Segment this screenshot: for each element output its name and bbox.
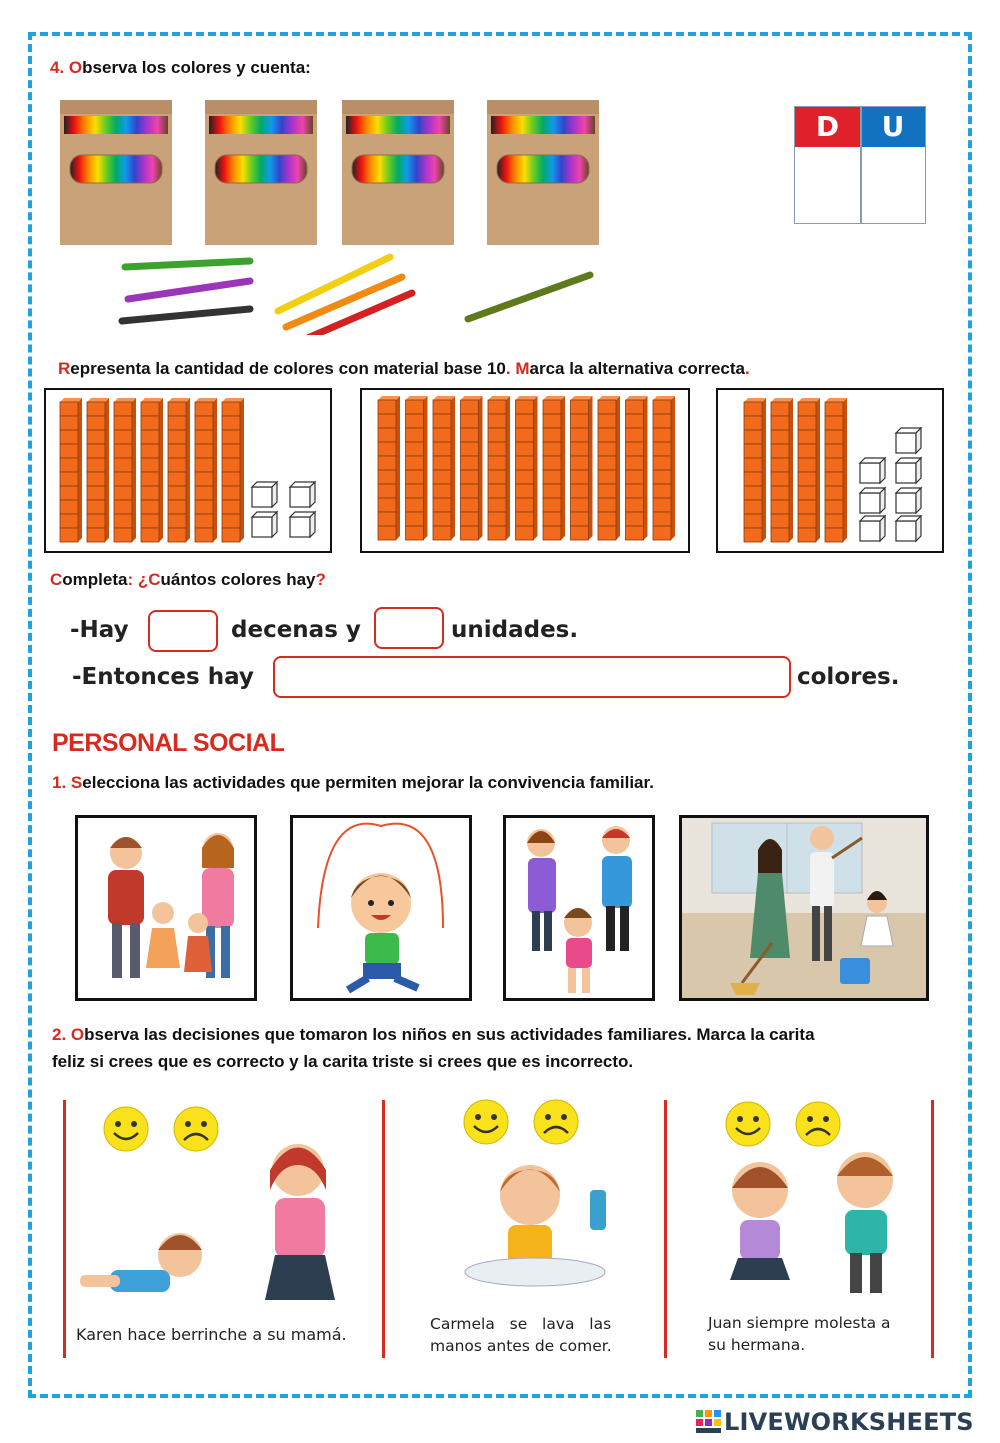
ten-rod xyxy=(798,398,820,542)
ten-rod xyxy=(168,398,190,542)
happy-face-icon[interactable] xyxy=(464,1100,508,1144)
ten-rod xyxy=(433,396,455,540)
option-c-box[interactable] xyxy=(716,388,944,553)
section-title: PERSONAL SOCIAL xyxy=(52,729,285,757)
unit-cube xyxy=(252,512,277,537)
total-colors-input[interactable] xyxy=(273,656,791,698)
ten-rod xyxy=(771,398,793,542)
tens-answer-cell[interactable] xyxy=(795,147,860,223)
line2-colores: colores. xyxy=(797,664,900,690)
pencil-box xyxy=(342,100,454,245)
line1-unidades: unidades. xyxy=(451,617,579,643)
tens-header: D xyxy=(795,107,860,147)
activity-family-cleaning[interactable] xyxy=(679,815,929,1001)
ten-rod xyxy=(516,396,538,540)
units-answer-cell[interactable] xyxy=(862,147,925,223)
liveworksheets-logo xyxy=(696,1408,974,1436)
activity-parents-arguing[interactable] xyxy=(503,815,655,1001)
question-4-title: 4. Observa los colores y cuenta: xyxy=(50,58,311,77)
logo-mark-icon xyxy=(696,1410,722,1434)
ten-rod xyxy=(461,396,483,540)
karen-tantrum-illustration xyxy=(70,1130,378,1310)
unit-cube xyxy=(860,488,885,513)
base10-blocks-a xyxy=(46,390,330,551)
ten-rod xyxy=(222,398,244,542)
pencil-box xyxy=(487,100,599,245)
represent-title: Representa la cantidad de colores con material base 10. Marca la alternativa correcta. xyxy=(58,359,750,378)
line2-entonces: -Entonces hay xyxy=(72,664,254,690)
rods xyxy=(60,398,244,542)
caption-karen: Karen hace berrinche a su mamá. xyxy=(76,1325,347,1344)
activity-dancing-family[interactable] xyxy=(75,815,257,1001)
option-a-box[interactable] xyxy=(44,388,332,553)
activity-jump-rope[interactable] xyxy=(290,815,472,1001)
social-question-2: 2. Observa las decisiones que tomaron los niños en sus actividades familiares. Marca la carita feliz si crees que es correcto y la carita triste si crees que es incorrecto. xyxy=(52,1025,815,1071)
ten-rod xyxy=(653,396,675,540)
ten-rod xyxy=(626,396,648,540)
ten-rod xyxy=(60,398,82,542)
unit-cube xyxy=(896,458,921,483)
ten-rod xyxy=(543,396,565,540)
caption-carmela-2: manos antes de comer. xyxy=(430,1337,612,1355)
du-place-value-table xyxy=(794,106,926,224)
line1-hay: -Hay xyxy=(70,617,129,643)
faces-row-2 xyxy=(460,1098,590,1146)
juan-bothering-illustration xyxy=(700,1140,925,1300)
ten-rod xyxy=(598,396,620,540)
tens-answer-input[interactable] xyxy=(148,610,218,652)
line1-decenas: decenas y xyxy=(231,617,361,643)
ten-rod xyxy=(195,398,217,542)
unit-cube xyxy=(290,482,315,507)
colored-pencils-illustration xyxy=(50,95,610,335)
ten-rod xyxy=(378,396,400,540)
caption-juan-1: Juan siempre molesta a xyxy=(708,1314,891,1332)
unit-cube xyxy=(860,516,885,541)
ten-rod xyxy=(87,398,109,542)
caption-carmela-1: Carmela se lava las xyxy=(430,1315,612,1333)
ten-rod xyxy=(114,398,136,542)
unit-cube xyxy=(896,428,921,453)
logo-text: LIVEWORKSHEETS xyxy=(724,1408,974,1436)
unit-cube xyxy=(252,482,277,507)
pencil-box xyxy=(205,100,317,245)
base10-blocks-c xyxy=(718,390,942,551)
loose-pencils xyxy=(122,257,590,335)
pencil-box xyxy=(60,100,172,245)
ten-rod xyxy=(744,398,766,542)
sad-face-icon[interactable] xyxy=(534,1100,578,1144)
ten-rod xyxy=(488,396,510,540)
ten-rod xyxy=(825,398,847,542)
ten-rod xyxy=(571,396,593,540)
unit-cube xyxy=(860,458,885,483)
units-header: U xyxy=(861,107,925,147)
unit-cube xyxy=(896,516,921,541)
option-b-box[interactable] xyxy=(360,388,690,553)
units-answer-input[interactable] xyxy=(374,607,444,649)
cubes xyxy=(252,482,315,537)
ten-rod xyxy=(141,398,163,542)
carmela-washing-illustration xyxy=(440,1150,640,1290)
caption-juan-2: su hermana. xyxy=(708,1336,806,1354)
social-question-1: 1. Selecciona las actividades que permiten mejorar la convivencia familiar. xyxy=(52,773,654,792)
ten-rod xyxy=(406,396,428,540)
complete-title: Completa: ¿Cuántos colores hay? xyxy=(50,570,326,589)
unit-cube xyxy=(896,488,921,513)
base10-blocks-b xyxy=(362,390,688,551)
unit-cube xyxy=(290,512,315,537)
